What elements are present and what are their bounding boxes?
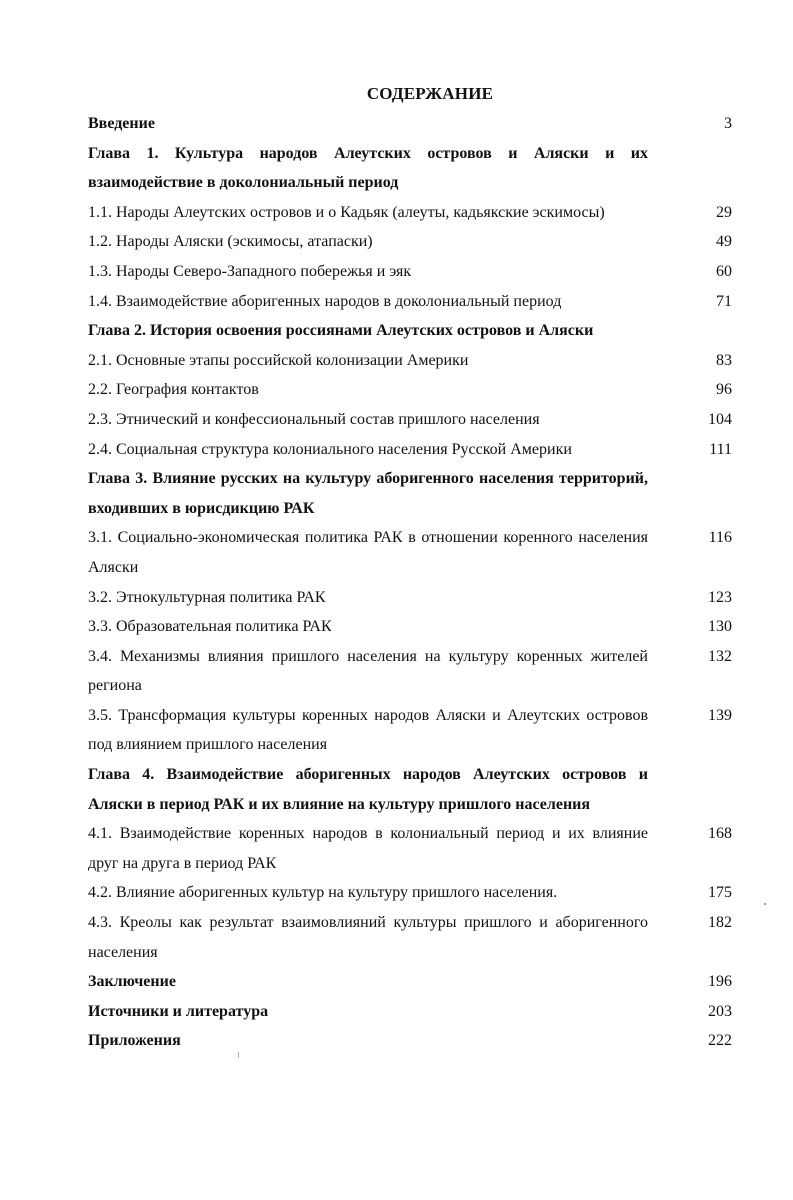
toc-page-number: 116 <box>708 529 732 547</box>
toc-heading-row <box>88 967 736 997</box>
toc-page-number: 196 <box>708 973 732 991</box>
toc-entry-text: Глава 4. Взаимодействие аборигенных народов Алеутских островов и Аляски в период РАК и их влияние на культуру пришлого населения <box>88 766 648 813</box>
toc-page-number: 3 <box>724 115 732 132</box>
toc-section-row <box>88 583 736 613</box>
toc-section-row <box>88 257 736 287</box>
toc-page-number: 96 <box>716 381 732 399</box>
toc-section-row <box>88 435 736 465</box>
toc-entry-text: 3.4. Механизмы влияния пришлого населения на культуру коренных жителей региона <box>88 647 648 695</box>
toc-section-row <box>88 523 736 582</box>
toc-section-row <box>88 287 736 317</box>
toc-page-number: 83 <box>716 351 732 369</box>
toc-heading-row <box>88 1026 736 1056</box>
toc-heading-row <box>88 139 736 198</box>
toc-section-row <box>88 908 736 967</box>
toc-entry-text: 3.1. Социально-экономическая политика РАК в отношении коренного населения Аляски <box>88 529 648 576</box>
toc-section-row <box>88 375 736 405</box>
toc-page-number: 182 <box>708 914 732 932</box>
toc-entry-text: Заключение <box>88 973 176 991</box>
toc-page-number: 203 <box>708 1002 732 1020</box>
toc-entry-text: Глава 2. История освоения россиянами Алеутских островов и Аляски <box>88 322 594 340</box>
toc-entry-text: 4.2. Влияние аборигенных культур на культуру пришлого населения. <box>88 884 558 902</box>
toc-entry-text: 2.4. Социальная структура колониального населения Русской Америки <box>88 440 572 458</box>
toc-entry-text: 3.2. Этнокультурная политика РАК <box>88 588 326 606</box>
toc-heading-row <box>88 316 736 346</box>
toc-entry-text: Глава 3. Влияние русских на культуру аборигенного населения территорий, входивших в юрисдикцию РАК <box>88 470 648 517</box>
toc-entry-text: Приложения <box>88 1032 181 1050</box>
toc-page-number: 175 <box>708 884 732 902</box>
toc-section-row <box>88 405 736 435</box>
toc-section-row <box>88 819 736 878</box>
toc-heading-row <box>88 464 736 523</box>
toc-page-number: 139 <box>708 706 732 724</box>
toc-page-number: 168 <box>708 825 732 843</box>
toc-entry-text: 2.1. Основные этапы российской колонизации Америки <box>88 351 469 369</box>
toc-page-number: 60 <box>716 262 732 280</box>
toc-entry-text: 3.3. Образовательная политика РАК <box>88 618 332 636</box>
toc-entry-text: 1.4. Взаимодействие аборигенных народов в доколониальный период <box>88 292 562 310</box>
toc-page-number: 132 <box>708 647 732 665</box>
toc-entry-text: 3.5. Трансформация культуры коренных народов Аляски и Алеутских островов под влиянием пришлого населения <box>88 706 648 754</box>
toc-section-row <box>88 642 736 701</box>
toc-page-number: 123 <box>708 588 732 606</box>
toc-section-row <box>88 198 736 228</box>
toc-section-row <box>88 227 736 257</box>
table-of-contents <box>88 109 736 1056</box>
scan-speck <box>764 903 766 905</box>
toc-page-number: 104 <box>708 410 732 428</box>
toc-page-number: 130 <box>708 618 732 636</box>
toc-page-number: 29 <box>716 203 732 221</box>
toc-section-row <box>88 612 736 642</box>
toc-page-number: 222 <box>708 1032 732 1050</box>
toc-entry-text: Глава 1. Культура народов Алеутских островов и Аляски и их взаимодействие в доколониальный период <box>88 144 648 192</box>
toc-heading-row <box>88 109 736 139</box>
toc-heading-row <box>88 997 736 1027</box>
toc-section-row <box>88 878 736 908</box>
toc-page-number: 111 <box>709 440 732 458</box>
scan-mark <box>238 1052 239 1058</box>
toc-entry-text: 1.1. Народы Алеутских островов и о Кадьяк (алеуты, кадьякские эскимосы) <box>88 203 605 221</box>
page-title: СОДЕРЖАНИЕ <box>366 84 494 103</box>
toc-entry-text: Источники и литература <box>88 1002 269 1020</box>
toc-heading-row <box>88 760 736 819</box>
toc-page-number: 71 <box>716 292 732 310</box>
toc-entry-text: Введение <box>88 115 155 132</box>
toc-entry-text: 1.2. Народы Аляски (эскимосы, атапаски) <box>88 233 373 251</box>
toc-entry-text: 2.2. География контактов <box>88 381 259 399</box>
toc-entry-text: 4.1. Взаимодействие коренных народов в колониальный период и их влияние друг на друга в период РАК <box>88 825 648 872</box>
toc-entry-text: 2.3. Этнический и конфессиональный состав пришлого населения <box>88 410 540 428</box>
toc-entry-text: 1.3. Народы Северо-Западного побережья и эяк <box>88 262 412 280</box>
toc-section-row <box>88 701 736 760</box>
toc-entry-text: 4.3. Креолы как результат взаимовлияний культуры пришлого и аборигенного населения <box>88 914 648 961</box>
toc-section-row <box>88 346 736 376</box>
toc-page-number: 49 <box>716 233 732 251</box>
